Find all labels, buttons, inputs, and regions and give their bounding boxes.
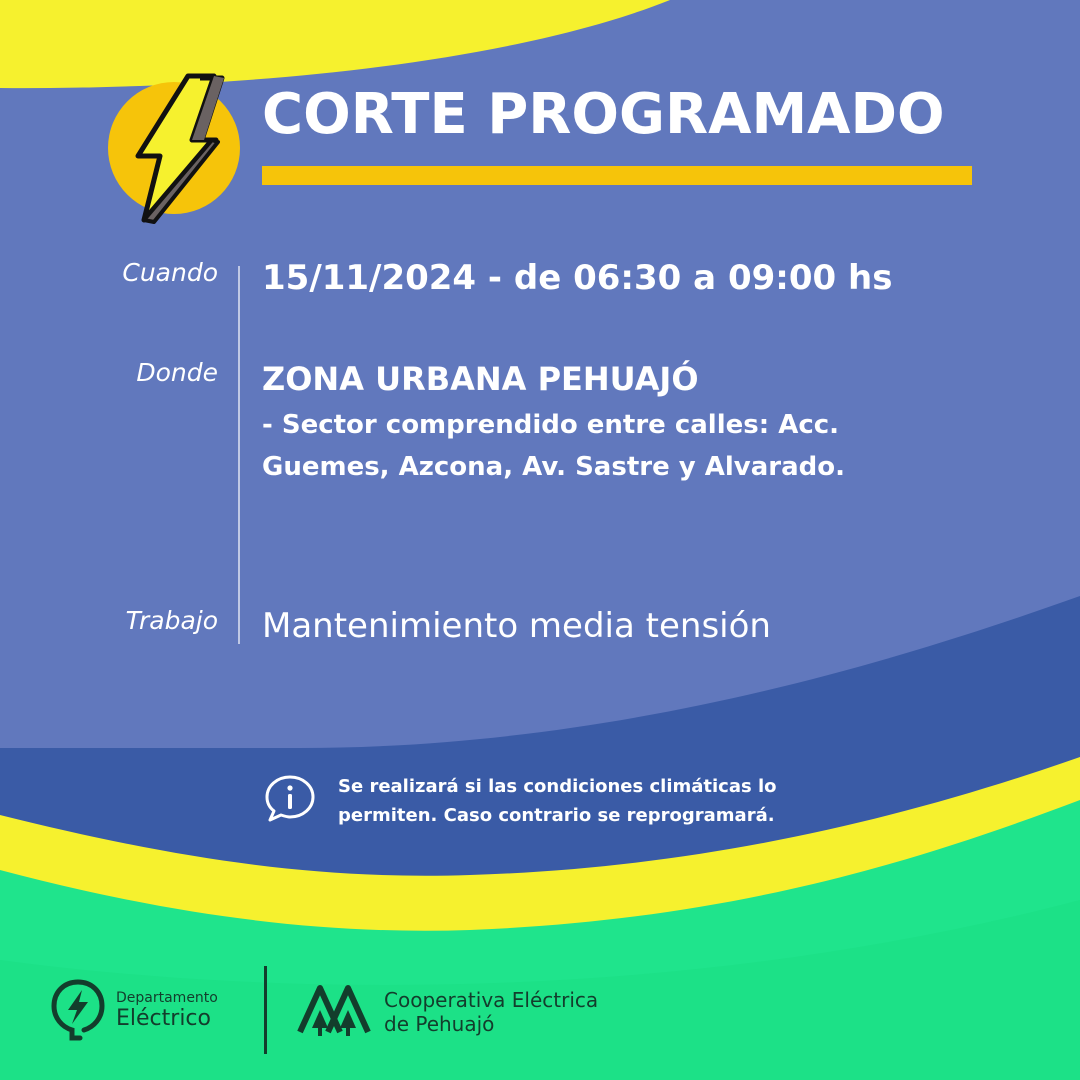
page-title: CORTE PROGRAMADO — [262, 82, 945, 147]
when-label: Cuando — [122, 258, 218, 287]
title-underline — [262, 166, 972, 185]
department-label-big: Eléctrico — [116, 1006, 211, 1031]
notice-text: Se realizará si las condiciones climáticas lo permiten. Caso contrario se reprogramará. — [338, 776, 777, 826]
cooperative-name-line2: de Pehuajó — [384, 1012, 495, 1036]
where-detail: - Sector comprendido entre calles: Acc. Guemes, Azcona, Av. Sastre y Alvarado. — [262, 410, 846, 482]
work-label: Trabajo — [125, 606, 218, 635]
department-logo-icon — [50, 978, 106, 1042]
lightning-bolt-icon — [104, 70, 244, 228]
info-chat-icon — [264, 774, 316, 824]
department-label-small: Departamento — [116, 990, 218, 1006]
where-label: Donde — [136, 358, 218, 387]
work-value: Mantenimiento media tensión — [262, 606, 771, 646]
divider-line — [238, 266, 240, 644]
cooperative-logo-icon — [296, 982, 372, 1038]
when-value: 15/11/2024 - de 06:30 a 09:00 hs — [262, 258, 893, 298]
footer-divider — [264, 966, 267, 1054]
where-title: ZONA URBANA PEHUAJÓ — [262, 360, 699, 398]
cooperative-name-line1: Cooperativa Eléctrica — [384, 988, 599, 1012]
